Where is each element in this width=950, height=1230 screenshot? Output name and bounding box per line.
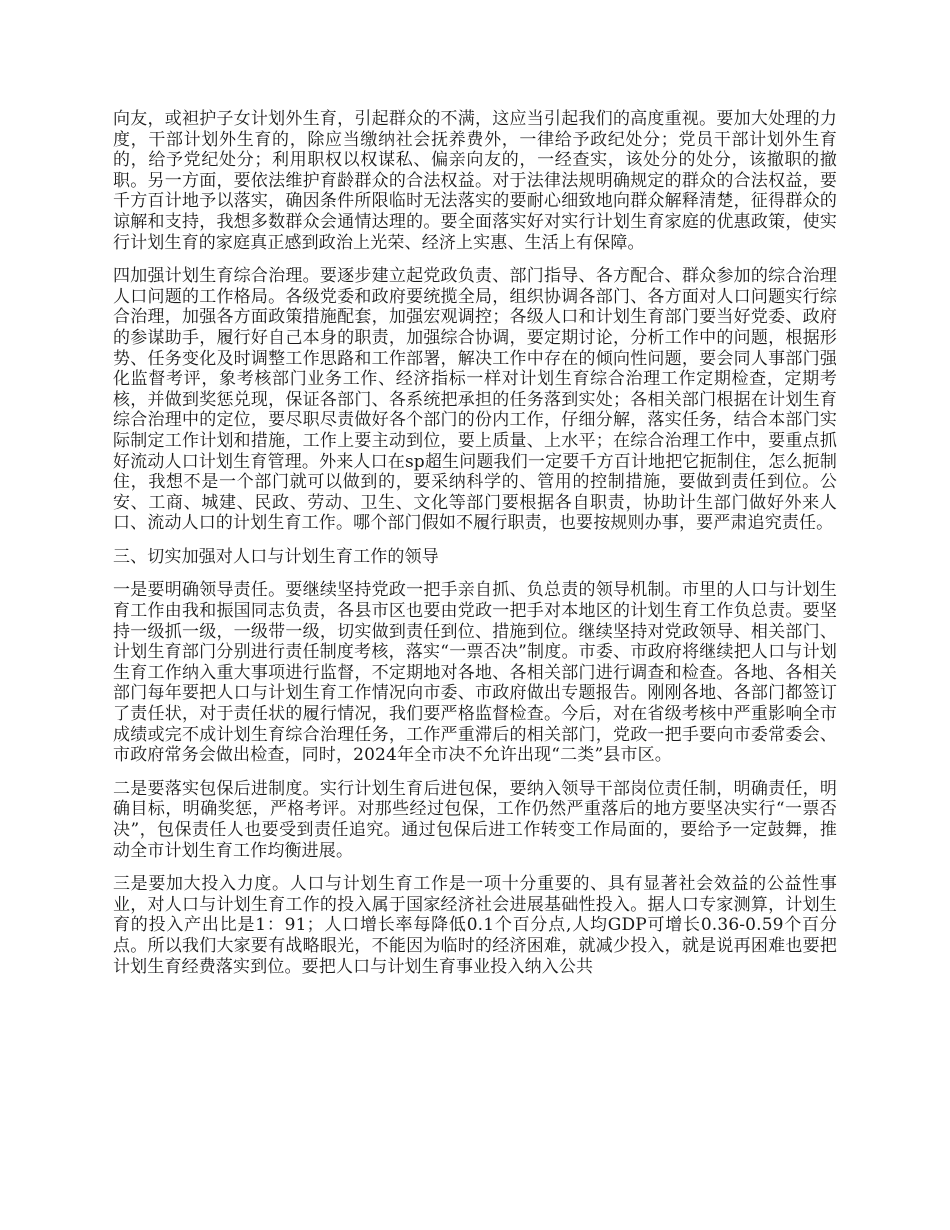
paragraph-5: 三是要加大投入力度。人口与计划生育工作是一项十分重要的、具有显著社会效益的公益性事业，对人口与计划生育工作的投入属于国家经济社会进展基础性投入。据人口专家测算，计划生育的投入产出比是1：91；人口增长率每降低0.1个百分点,人均GDP可增长0.36-0.59个百分点。所以我们大家要有战略眼光，不能因为临时的经济困难，就减少投入，就是说再困难也要把计划生育经费落实到位。要把人口与计划生育事业投入纳入公共 [113,874,837,977]
paragraph-2: 四加强计划生育综合治理。要逐步建立起党政负责、部门指导、各方配合、群众参加的综合治理人口问题的工作格局。各级党委和政府要统揽全局，组织协调各部门、各方面对人口问题实行综合治理，加强各方面政策措施配套，加强宏观调控；各级人口和计划生育部门要当好党委、政府的参谋助手，履行好自己本身的职责，加强综合协调，要定期讨论，分析工作中的问题，根据形势、任务变化及时调整工作思路和工作部署，解决工作中存在的倾向性问题，要会同人事部门强化监督考评，象考核部门业务工作、经济指标一样对计划生育综合治理工作定期检查，定期考核，并做到奖惩兑现，保证各部门、各系统把承担的任务落到实处；各相关部门根据在计划生育综合治理中的定位，要尽职尽责做好各个部门的份内工作，仔细分解，落实任务，结合本部门实际制定工作计划和措施，工作上要主动到位，要上质量、上水平；在综合治理工作中，要重点抓好流动人口计划生育管理。外来人口在sp超生问题我们一定要千方百计地把它扼制住，怎么扼制住，我想不是一个部门就可以做到的，要采纳科学的、管用的控制措施，要做到责任到位。公安、工商、城建、民政、劳动、卫生、文化等部门要根据各自职责，协助计生部门做好外来人口、流动人口的计划生育工作。哪个部门假如不履行职责，也要按规则办事，要严肃追究责任。 [113,266,837,534]
paragraph-3: 一是要明确领导责任。要继续坚持党政一把手亲自抓、负总责的领导机制。市里的人口与计划生育工作由我和振国同志负责，各县市区也要由党政一把手对本地区的计划生育工作负总责。要坚持一级抓一级，一级带一级，切实做到责任到位、措施到位。继续坚持对党政领导、相关部门、计划生育部门分别进行责任制度考核，落实“一票否决”制度。市委、市政府将继续把人口与计划生育工作纳入重大事项进行监督，不定期地对各地、各相关部门进行调查和检查。各地、各相关部门每年要把人口与计划生育工作情况向市委、市政府做出专题报告。刚刚各地、各部门都签订了责任状，对于责任状的履行情况，我们要严格监督检查。今后，对在省级考核中严重影响全市成绩或完不成计划生育综合治理任务，工作严重滞后的相关部门，党政一把手要向市委常委会、市政府常务会做出检查，同时，2024年全市决不允许出现“二类”县市区。 [113,580,837,766]
paragraph-4: 二是要落实包保后进制度。实行计划生育后进包保，要纳入领导干部岗位责任制，明确责任，明确目标，明确奖惩，严格考评。对那些经过包保，工作仍然严重落后的地方要坚决实行“一票否决”，包保责任人也要受到责任追究。通过包保后进工作转变工作局面的，要给予一定鼓舞，推动全市计划生育工作均衡进展。 [113,778,837,861]
paragraph-1: 向友，或袒护子女计划外生育，引起群众的不满，这应当引起我们的高度重视。要加大处理的力度，干部计划外生育的，除应当缴纳社会抚养费外，一律给予政纪处分；党员干部计划外生育的，给予党纪处分；利用职权以权谋私、偏亲向友的，一经查实，该处分的处分，该撤职的撤职。另一方面，要依法维护育龄群众的合法权益。对于法律法规明确规定的群众的合法权益，要千方百计地予以落实，确因条件所限临时无法落实的要耐心细致地向群众解释清楚，征得群众的谅解和支持，我想多数群众会通情达理的。要全面落实好对实行计划生育家庭的优惠政策，使实行计划生育的家庭真正感到政治上光荣、经济上实惠、生活上有保障。 [113,109,837,253]
document-body [113,109,837,990]
section-heading: 三、切实加强对人口与计划生育工作的领导 [113,546,439,567]
